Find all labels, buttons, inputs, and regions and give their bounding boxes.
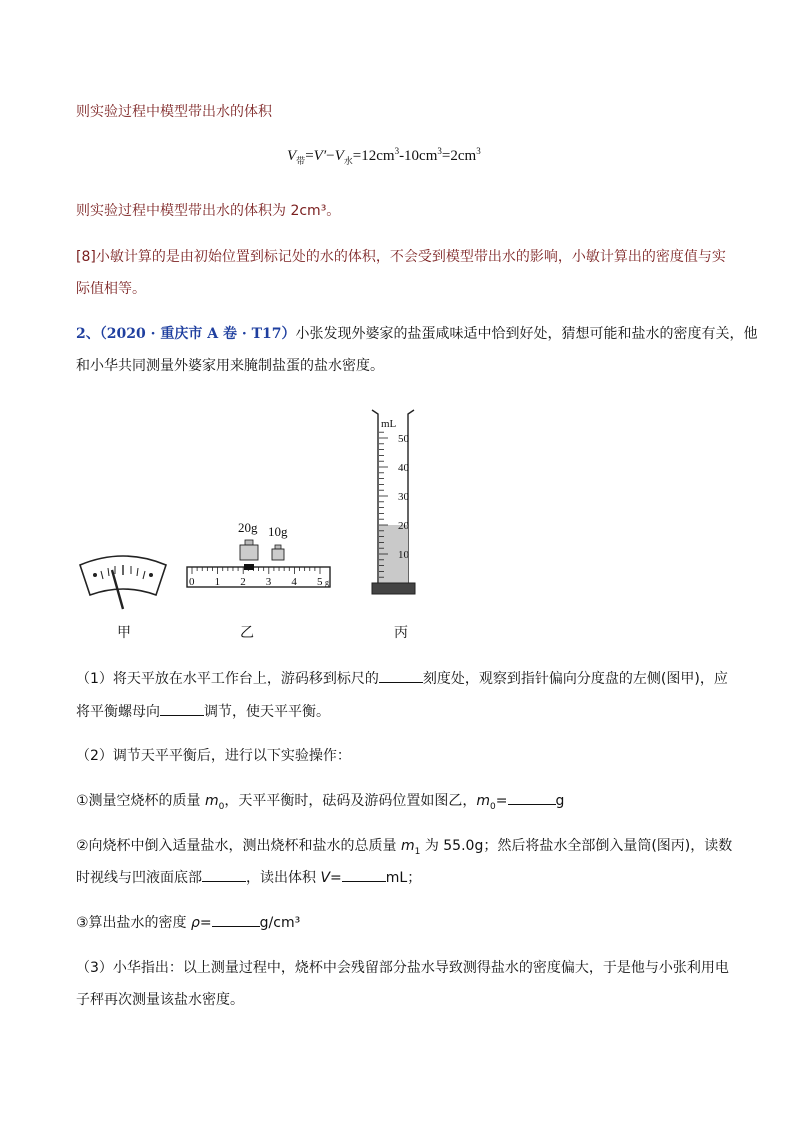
figure-label-jia: 甲 — [117, 625, 131, 641]
answer-blank-density[interactable] — [212, 912, 260, 927]
part2-heading: （2）调节天平平衡后，进行以下实验操作： — [76, 748, 351, 764]
part3-line-a: （3）小华指出：以上测量过程中，烧杯中会残留部分盐水导致测得盐水的密度偏大，于是他与小张利用电 — [76, 960, 729, 976]
part3-line-b: 子秤再次测量该盐水密度。 — [76, 992, 244, 1008]
cylinder-unit: mL — [381, 418, 397, 430]
weight-20g-label: 20g — [238, 520, 258, 535]
weight-10g — [272, 545, 284, 560]
question-stem-b: 和小华共同测量外婆家用来腌制盐蛋的盐水密度。 — [76, 358, 384, 374]
step3-line: ③算出盐水的密度 ρ= g/cm³ — [76, 912, 726, 934]
part1-line-a: （1）将天平放在水平工作台上，游码移到标尺的 刻度处，观察到指针偏向分度盘的左侧(图甲)，应 — [76, 668, 726, 690]
step2-line-a: ②向烧杯中倒入适量盐水，测出烧杯和盐水的总质量 $m_1$ 为 55.0g；然后将盐水全部倒入量筒(图丙)，读数 — [76, 838, 733, 857]
balance-dial-figure — [80, 556, 166, 609]
scale-label: 0 — [189, 576, 195, 588]
answer-blank-zero-mark[interactable] — [379, 668, 423, 683]
cylinder-label: 50 — [398, 433, 409, 445]
volume-equation: $V_带=V'-V_水=12cm^3-10cm^3=2cm^3$ — [287, 146, 481, 166]
scale-label: 1 — [214, 576, 221, 588]
answer-blank-nut-direction[interactable] — [160, 701, 204, 716]
cylinder-label: 20 — [398, 520, 409, 532]
question-source: （2020 · 重庆市 A 卷 · T17） — [99, 326, 296, 342]
cylinder-label: 10 — [398, 549, 409, 561]
weight-20g — [240, 540, 258, 560]
solution-line-1: 则实验过程中模型带出水的体积 — [76, 104, 272, 120]
solution-line-4b: 际值相等。 — [76, 281, 146, 297]
cylinder-label: 40 — [398, 462, 409, 474]
rider-marker — [244, 564, 254, 570]
answer-blank-m0[interactable] — [508, 790, 556, 805]
answer-blank-sightline[interactable] — [202, 867, 246, 882]
rider-scale-figure — [187, 520, 330, 588]
figure-label-bing: 丙 — [394, 625, 408, 641]
question-stem-a: 2、（2020 · 重庆市 A 卷 · T17）小张发现外婆家的盐蛋咸味适中恰到好处，猜想可能和盐水的密度有关，他 — [76, 326, 758, 342]
step1-line: ①测量空烧杯的质量 $m_0$，天平平衡时，砝码及游码位置如图乙，$m_0= g$ — [76, 790, 726, 818]
scale-label: 2 — [240, 576, 246, 588]
scale-label: 3 — [265, 576, 272, 588]
solution-line-3: 则实验过程中模型带出水的体积为 2cm³。 — [76, 203, 341, 219]
scale-label: 5 — [317, 576, 323, 588]
figure-label-yi: 乙 — [240, 625, 254, 641]
cylinder-label: 30 — [398, 491, 409, 503]
weight-10g-label: 10g — [268, 524, 288, 539]
question-number: 2、 — [76, 326, 100, 342]
scale-unit: g — [325, 578, 329, 587]
step2-line-b: 时视线与凹液面底部 ，读出体积 V= mL； — [76, 867, 726, 889]
experiment-figures — [0, 400, 794, 660]
part1-line-b: 将平衡螺母向 调节，使天平平衡。 — [76, 701, 726, 723]
answer-blank-volume[interactable] — [342, 867, 386, 882]
graduated-cylinder-figure — [372, 410, 415, 594]
solution-line-4a: [8]小敏计算的是由初始位置到标记处的水的体积，不会受到模型带出水的影响，小敏计算出的密度值与实 — [76, 249, 726, 265]
scale-label: 4 — [291, 576, 297, 588]
